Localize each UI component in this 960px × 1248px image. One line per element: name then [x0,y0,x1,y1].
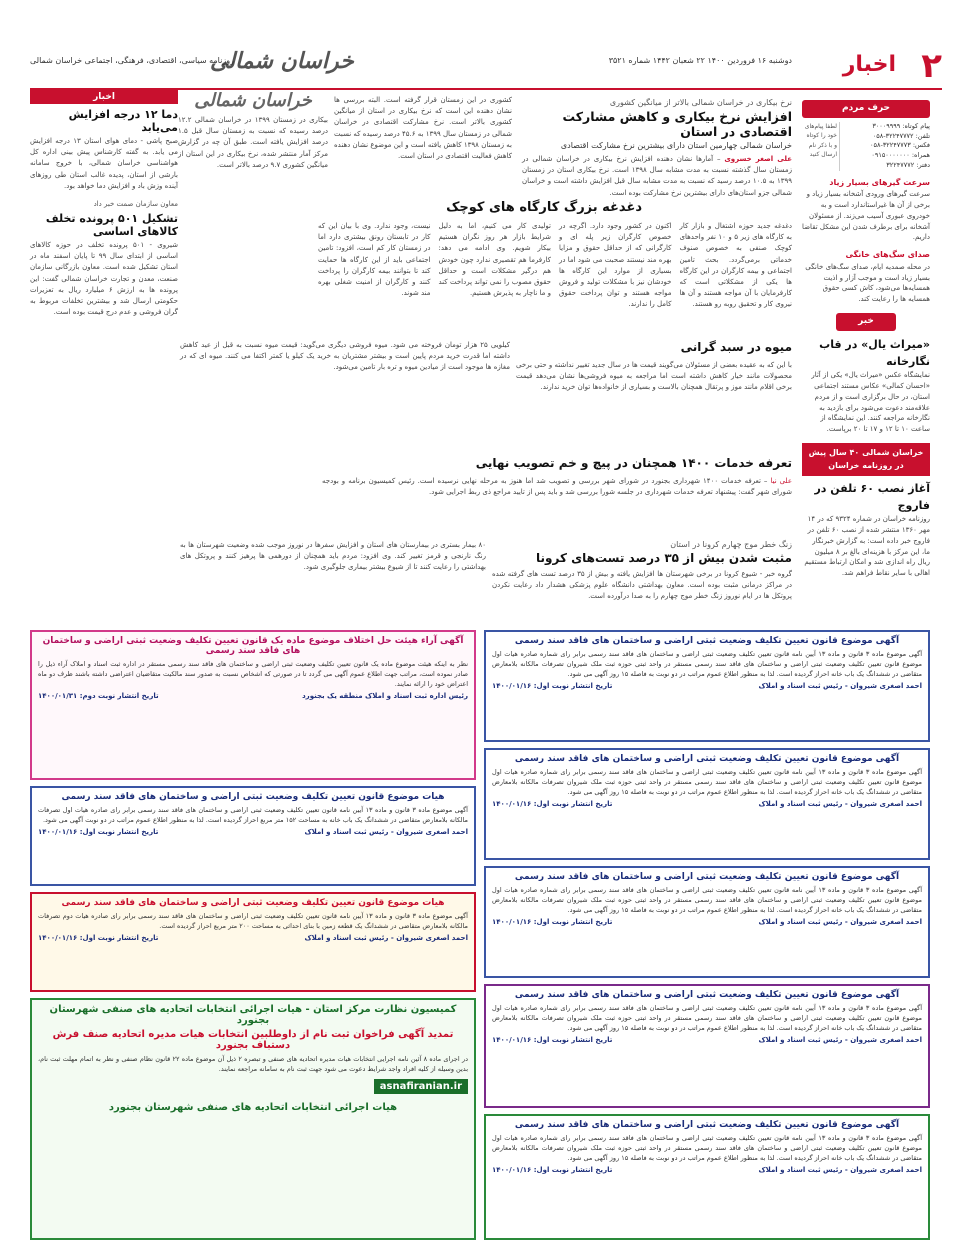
ad-signature: احمد اصغری شیروان - رئیس ثبت اسناد و املاک [758,800,922,809]
article-body: علی نیا – تعرفه خدمات ۱۴۰۰ شهرداری بجنورد در شورای شهر بررسی و تصویب شد اما هنوز به مرحله نهایی نرسیده است. رئیس کمیسیون برنامه و بودجه شورای شهر گفت: پیشنهاد تعرفه خدمات شهرداری در جلسه شورا بررسی شد و باید پس از تایید مراجع ذی ربط اجرایی شود. [322,477,792,497]
contact-line: پیام کوتاه: ۳۰۰۰۹۹۹۹ [872,121,930,130]
ad-signature: احمد اصغری شیروان - رئیس ثبت اسناد و املاک [304,828,468,837]
ad-signature: احمد اصغری شیروان - رئیس ثبت اسناد و املاک [758,1166,922,1175]
ad-date: تاریخ انتشار نوبت دوم: ۱۴۰۰/۰۱/۳۱ [38,692,159,701]
article-body: کیلویی ۲۵ هزار تومان فروخته می شود. میوه فروشی دیگری می‌گوید: قیمت میوه نسبت به قبل از عید کاهش داشته اما قدرت خرید مردم پایین است و بیشتر مشتریان به خرید یک کیلو یا کمتر اکتفا می کنند. میوه ای که در مغازه ها موجود است از میادین میوه و تره بار تامین می‌شود. [180,341,510,372]
side-note: لطفا پیام‌های خود را کوتاه و با ذکر نام ارسال کنید [802,122,840,171]
ad-title: کمیسیون نظارت مرکز استان - هیات اجرائی انتخابات اتحادیه های صنفی شهرستان بجنورد [49,1004,457,1026]
article-body: علی اصغر خسروی – آمارها نشان دهنده افزایش نرخ بیکاری در خراسان شمالی در زمستان سال گذشته نسبت به مدت مشابه سال ۱۳۹۸ است. نرخ بیکاری استان در زمستان ۱۳۹۹ به ۱۰.۵ درصد رسید که نسبت به مدت مشابه سال قبل افزایش داشته است و خراسان شمالی جزو استان‌های دارای بیشترین نرخ مشارکت بوده است. [522,155,793,197]
masthead [30,44,942,90]
ad-title: هیات موضوع قانون تعیین تکلیف وضعیت ثبتی اراضی و ساختمان های فاقد سند رسمی [61,898,445,908]
reader-item-title: سرعت گیرهای بسیار زیاد [829,177,930,187]
news-text: نمایشگاه عکس «میراث یال» یکی از آثار «احسان کمالی» عکاس مستند اجتماعی استان، در حال برگزاری است و از مردم علاقه‌مند دعوت می‌شود برای بازدید به نگارخانه مراجعه کنند. این نمایشگاه از ساعت ۱۰ تا ۱۲ و ۱۷ تا ۲۰ برپاست. [811,371,930,434]
paper-logo: خراسان شمالی [210,48,354,74]
ad-text: در اجرای ماده ۸ آئین نامه اجرایی انتخابات هیات مدیره اتحادیه های صنفی و تبصره ۲ ذیل آن موضوع ماده ۲۲ قانون نظام صنفی و نظر به اتمام مهلت ثبت نام، بدین وسیله از کلیه افراد واجد شرایط دعوت می شود جهت ثبت نام به سامانه مراجعه نمایند. [38,1055,468,1074]
ad-date: تاریخ انتشار نوبت اول: ۱۴۰۰/۰۱/۱۶ [38,828,159,837]
page-number: ۲ [921,46,942,86]
ad-date: تاریخ انتشار نوبت اول: ۱۴۰۰/۰۱/۱۶ [492,1036,613,1045]
article-headline: میوه در سبد گرانی [680,340,792,354]
legal-ad [484,866,930,978]
byline: علی نیا [770,477,792,485]
article-unemployment [522,98,792,198]
article-body: شیروی - ۵۰۱ پرونده تخلف در حوزه کالاهای اساسی از ابتدای سال ۹۹ تا پایان اسفند ماه در استان تشکیل شده است. معاون بازرگانی سازمان صنعت، معدن و تجارت خراسان شمالی گفت: این پرونده ها به ارزش ۶ میلیارد ریال به تعزیرات حکومتی ارسال شد و بیشترین تخلفات مربوط به گران فروشی و عدم درج قیمت بوده است. [30,240,178,317]
ad-date: تاریخ انتشار نوبت اول: ۱۴۰۰/۰۱/۱۶ [492,918,613,927]
legal-ad [484,630,930,742]
article-fruit-prices [516,340,792,452]
paper-tagline: روزنامه سیاسی، اقتصادی، فرهنگی، اجتماعی خراسان شمالی [30,56,234,65]
ad-text: آگهی موضوع ماده ۳ قانون و ماده ۱۳ آیین نامه قانون تعیین تکلیف وضعیت ثبتی اراضی و ساختمان های فاقد سند رسمی برابر رای صادره هیات اول تصرفات مالکانه بلامعارض متقاضی در ششدانگ یک باب خانه به مساحت ۱۵۲ متر مربع احراز گردیده است. لذا به منظور اطلاع عموم مراتب در دو نوبت آگهی می شود. [38,806,468,825]
ad-subtitle: تمدید آگهی فراخوان ثبت نام از داوطلبین انتخابات هیات مدیره اتحادیه صنف فرش دستباف بجنورد [52,1029,454,1051]
ad-footer [492,1036,922,1044]
article-kicker: نرخ بیکاری در خراسان شمالی بالاتر از میانگین کشوری [609,98,792,107]
news-title: «میراث یال» در قاب نگارخانه [819,338,930,369]
ad-footer [492,1166,922,1174]
article-body: گروه خبر - شیوع کرونا در برخی شهرستان ها افزایش یافته و بیش از ۳۵ درصد تست های گرفته شده در مراکز درمانی مثبت بوده است. معاون بهداشتی دانشگاه علوم پزشکی هشدار داد رعایت نکردن پروتکل ها در ایام نوروز زنگ خطر موج چهارم را به صدا درآورده است. [492,570,792,601]
ad-signature: احمد اصغری شیروان - رئیس ثبت اسناد و املاک [758,1036,922,1045]
article-subhead: خراسان شمالی چهارمین استان دارای بیشترین نرخ مشارکت اقتصادی [560,141,792,150]
reader-item-text: سرعت گیرهای ورودی آشخانه بسیار زیاد و برخی از آن ها غیراستاندارد است و به خودروی عبوری آسیب می‌زند. از مسئولان آشخانه برای برطرف شدن این مشکل تقاضا داریم. [801,190,930,242]
paper-logo-small: خراسان شمالی [194,90,312,111]
article-small-workshops [318,200,792,340]
archive-box-title: خراسان شمالی ۴۰ سال پیش در روزنامه خراسان [802,443,930,476]
article-body-text: تعرفه خدمات ۱۴۰۰ شهرداری بجنورد در شورای شهر بررسی و تصویب شد اما هنوز به مرحله نهایی نرسیده است. رئیس کمیسیون برنامه و بودجه شورای شهر گفت: پیشنهاد تعرفه خدمات شهرداری در جلسه شورا بررسی شد و باید پس از تایید مراجع ذی ربط اجرایی شود. [322,477,792,497]
article-covid [492,540,792,630]
legal-ad [484,984,930,1108]
contact-box [802,122,930,171]
legal-ad [30,630,476,780]
byline: علی اصغر خسروی [724,155,793,163]
ad-text: آگهی موضوع ماده ۳ قانون و ماده ۱۳ آیین نامه قانون تعیین تکلیف وضعیت ثبتی اراضی و ساختمان های فاقد سند رسمی برابر رای شماره صادره هیات اول موضوع قانون تعیین تکلیف وضعیت ثبتی اراضی و ساختمان های فاقد سند رسمی مستقر در واحد ثبتی حوزه ثبت ملک شیروان تصرفات مالکانه بلامعارض متقاضی در ششدانگ یک باب خانه احراز گردیده است. لذا به منظور اطلاع عموم مراتب در دو نوبت به فاصله ۱۵ روز آگهی می شود. [492,886,923,915]
article-column: دغدغه جدید حوزه اشتغال و بازار کار به کارگاه های زیر ۵ و ۱۰ نفر واحدهای کوچک صنفی به خصوص صنوف خدماتی برمی‌گردد. بحث تامین اجتماعی و بیمه کارگران در این کارگاه ها یکی از مشکلاتی است که کارفرمایان با آن مواجه هستند و آن ها نیروی کار و تحقیق روبه رو هستند. [679,222,792,309]
column-header: اخبار [30,90,178,104]
ad-signature: احمد اصغری شیروان - رئیس ثبت اسناد و املاک [758,918,922,927]
contact-list [843,122,930,171]
left-column-news [30,90,178,610]
ad-signature: هیات اجرائی انتخابات اتحادیه های صنفی شهرستان بجنورد [108,1102,398,1114]
ad-text: آگهی موضوع ماده ۳ قانون و ماده ۱۳ آیین نامه قانون تعیین تکلیف وضعیت ثبتی اراضی و ساختمان های فاقد سند رسمی برابر رای شماره صادره هیات اول موضوع قانون تعیین تکلیف وضعیت ثبتی اراضی و ساختمان های فاقد سند رسمی مستقر در واحد ثبتی حوزه ثبت ملک شیروان تصرفات مالکانه بلامعارض متقاضی در ششدانگ یک باب خانه احراز گردیده است. لذا به منظور اطلاع عموم مراتب در دو نوبت به فاصله ۱۵ روز آگهی می شود. [492,1134,923,1163]
legal-ad [484,748,930,860]
sidebar-header: حرف مردم [802,100,930,118]
ad-text: نظر به اینکه هیئت موضوع ماده یک قانون تعیین تکلیف وضعیت ثبتی اراضی و ساختمان های فاقد سند رسمی مستقر در اداره ثبت اسناد و املاک آراء ذیل را صادر نموده است، مراتب جهت اطلاع عموم آگهی می گردد تا در صورتی که اشخاص نسبت به صدور سند مالکیت متقاضیان اعتراضی داشته باشند ظرف دو ماه اعتراض خود را ارائه نمایند. [38,660,468,689]
classified-ads [30,630,930,1242]
article-body: بیکاری در زمستان ۱۳۹۹ در خراسان شمالی ۱۲.۲ درصد رسیده که نسبت به زمستان سال قبل ۱.۵ درصد افزایش یافته است. طبق آن چه در گزارش مرکز آمار منتشر شده، نرخ بیکاری در این استان از میانگین کشوری ۹.۷ درصد بالاتر است. [178,116,328,169]
article-body: کشوری در این زمستان قرار گرفته است. البته بررسی ها نشان دهنده این است که نرخ بیکاری در استان از میانگین کشوری بالاتر است. نرخ مشارکت اقتصادی در خراسان شمالی در زمستان سال ۱۳۹۹ به ۴۵.۶ درصد رسیده که نسبت به زمستان ۱۳۹۸ کاهش یافته است و این موضوع نشان دهنده کاهش فعالیت اقتصادی در استان است. [334,96,513,160]
article-covid-cont [180,540,486,630]
article-body: ۸۰ بیمار بستری در بیمارستان های استان و افزایش سفرها در نوروز موجب شده وضعیت شهرستان ها به رنگ نارنجی و قرمز تغییر کند. وی افزود: مردم باید همچنان از دورهمی ها پرهیز کنند و پروتکل های بهداشتی را رعایت کنند تا از شیوع بیشتر بیماری جلوگیری شود. [180,541,486,572]
section-name: اخبار [842,52,896,77]
ad-date: تاریخ انتشار نوبت اول: ۱۴۰۰/۰۱/۱۶ [38,934,159,943]
sidebar [801,100,930,578]
ad-signature: رئیس اداره ثبت اسناد و املاک منطقه یک بجنورد [302,692,468,701]
article-column: اکنون در کشور وجود دارد. اگرچه در خصوص کارگران زیر پله ای و کارگرانی که از حداقل حقوق و مزایا بهره مند نیستند صحبت می شود اما در بسیاری از موارد این کارگاه ها خودشان نیز با مشکلات تولید و فروش مواجه هستند و توان پرداخت حقوق کامل را ندارند. [559,222,672,309]
article-kicker: زنگ خطر موج چهارم کرونا در استان [670,540,792,549]
article-column: تولیدی کار می کنیم، اما به دلیل شرایط بازار هر روز نگران هستیم بیکار شویم. وی ادامه می دهد: کارفرما هم تقصیری ندارد چون خودش هم درگیر مشکلات است و حداقل حقوق مصوب را نمی تواند پرداخت کند و ما ناچار به پذیرش هستیم. [438,222,551,298]
legal-ad [30,892,476,992]
ad-title: آگهی موضوع قانون تعیین تکلیف وضعیت ثبتی اراضی و ساختمان های فاقد سند رسمی [514,990,900,1000]
ad-text: آگهی موضوع ماده ۳ قانون و ماده ۱۳ آیین نامه قانون تعیین تکلیف وضعیت ثبتی اراضی و ساختمان های فاقد سند رسمی برابر رای صادره هیات دوم تصرفات مالکانه بلامعارض متقاضی در ششدانگ یک قطعه زمین با بنای احداثی به مساحت ۲۰۰ متر مربع احراز گردیده است. [38,912,468,931]
article-tariffs [322,456,792,536]
article-headline: مثبت شدن بیش از ۳۵ درصد تست‌های کرونا [536,551,792,565]
ad-date: تاریخ انتشار نوبت اول: ۱۴۰۰/۰۱/۱۶ [492,1166,613,1175]
article-body: با این که به عقیده بعضی از مسئولان می‌گویند قیمت ها در سال جدید تغییر نداشته و حتی برخی محصولات مانند خیار کاهش داشته است اما مراجعه به میوه فروشی‌ها نشان می‌دهد قیمت برخی اقلام مانند موز و پرتقال همچنان بالاست و بسیاری از خانواده‌ها توان خرید ندارند. [516,361,792,392]
news-badge: خبر [836,313,896,331]
ad-footer [492,682,922,690]
election-ad [30,998,476,1240]
article-headline: دما ۱۲ درجه افزایش می‌یابد [68,108,178,134]
website-link[interactable]: asnafiranian.ir [374,1079,468,1094]
ad-title: آگهی موضوع قانون تعیین تکلیف وضعیت ثبتی اراضی و ساختمان های فاقد سند رسمی [514,754,900,764]
ad-date: تاریخ انتشار نوبت اول: ۱۴۰۰/۰۱/۱۶ [492,800,613,809]
ad-title: آگهی موضوع قانون تعیین تکلیف وضعیت ثبتی اراضی و ساختمان های فاقد سند رسمی [514,1120,900,1130]
article-body: صبح پاشی - دمای هوای استان ۱۳ درجه افزایش می یابد. به گفته کارشناس پیش بینی اداره کل هواشناسی خراسان شمالی، با خروج سامانه بارشی از استان، پدیده غالب استان طی روزهای آینده وزش باد و افزایش دما خواهد بود. [30,137,179,190]
contact-line: همراه: ۰۹۱۵۰۰۰۰۰۰۰ [871,151,930,160]
ad-signature: احمد اصغری شیروان - رئیس ثبت اسناد و املاک [304,934,468,943]
contact-line: فکس: ۳۲۲۴۷۷۷۳-۰۵۸ [869,141,930,150]
ad-title: آگهی موضوع قانون تعیین تکلیف وضعیت ثبتی اراضی و ساختمان های فاقد سند رسمی [514,872,900,882]
reader-item-text: در محله صمدیه ایام، صدای سگ‌های خانگی بسیار زیاد است و موجب آزار و اذیت همسایه‌ها می‌شود، کاش کسی حقوق همسایه ها را رعایت کند. [805,262,930,304]
ad-text: آگهی موضوع ماده ۳ قانون و ماده ۱۳ آیین نامه قانون تعیین تکلیف وضعیت ثبتی اراضی و ساختمان های فاقد سند رسمی برابر رای شماره صادره هیات اول موضوع قانون تعیین تکلیف وضعیت ثبتی اراضی و ساختمان های فاقد سند رسمی مستقر در واحد ثبتی حوزه ثبت ملک شیروان تصرفات مالکانه بلامعارض متقاضی در ششدانگ یک باب خانه احراز گردیده است. لذا به منظور اطلاع عموم مراتب در دو نوبت به فاصله ۱۵ روز آگهی می شود. [492,1004,923,1033]
article-headline: دغدغه بزرگ کارگاه های کوچک [446,200,642,215]
article-unemployment-cont-2 [178,90,328,200]
ad-text: آگهی موضوع ماده ۳ قانون و ماده ۱۳ آیین نامه قانون تعیین تکلیف وضعیت ثبتی اراضی و ساختمان های فاقد سند رسمی برابر رای شماره صادره هیات اول موضوع قانون تعیین تکلیف وضعیت ثبتی اراضی و ساختمان های فاقد سند رسمی مستقر در واحد ثبتی حوزه ثبت ملک شیروان تصرفات مالکانه بلامعارض متقاضی در ششدانگ یک باب خانه احراز گردیده است. لذا به منظور اطلاع عموم مراتب در دو نوبت به فاصله ۱۵ روز آگهی می شود. [492,650,923,679]
article-unemployment-cont [334,95,512,199]
article-headline: تعرفه خدمات ۱۴۰۰ همچنان در پیچ و خم تصویب نهایی [475,456,792,470]
ad-footer [492,918,922,926]
ad-signature: احمد اصغری شیروان - رئیس ثبت اسناد و املاک [758,682,922,691]
reader-item-title: صدای سگ‌های خانگی [845,250,930,260]
contact-line: دفتر: ۳۲۲۴۷۷۷۲ [886,160,930,169]
ad-date: تاریخ انتشار نوبت اول: ۱۴۰۰/۰۱/۱۶ [492,682,613,691]
article-columns [318,221,792,311]
legal-ad [484,1114,930,1240]
ad-footer [38,828,468,836]
ad-title: هیات موضوع قانون تعیین تکلیف وضعیت ثبتی اراضی و ساختمان های فاقد سند رسمی [61,792,445,802]
article-kicker: معاون سازمان صمت خبر داد [93,199,178,208]
ad-title: آگهی آراء هیئت حل اختلاف موضوع ماده یک قانون تعیین تکلیف وضعیت ثبتی اراضی و ساختمان های فاقد سند رسمی [42,636,464,656]
ad-footer [38,934,468,942]
ad-footer [38,692,468,700]
article-headline: تشکیل ۵۰۱ پرونده تخلف کالاهای اساسی [45,211,178,238]
archive-box-subtitle: آغاز نصب ۶۰ تلفن در فاروج [814,481,930,512]
article-body-text: آمارها نشان دهنده افزایش نرخ بیکاری در خراسان شمالی در زمستان سال گذشته نسبت به مدت مشابه سال ۱۳۹۸ است. نرخ بیکاری استان در زمستان ۱۳۹۹ به ۱۰.۵ درصد رسید که نسبت به مدت مشابه سال قبل افزایش داشته است و خراسان شمالی جزو استان‌های دارای بیشترین نرخ مشارکت بوده است. [522,155,792,197]
ad-footer [492,800,922,808]
article-fruit-prices-cont [180,340,510,452]
article-headline: افزایش نرخ بیکاری و کاهش مشارکت اقتصادی در استان [562,109,792,139]
ad-text: آگهی موضوع ماده ۳ قانون و ماده ۱۳ آیین نامه قانون تعیین تکلیف وضعیت ثبتی اراضی و ساختمان های فاقد سند رسمی برابر رای شماره صادره هیات اول موضوع قانون تعیین تکلیف وضعیت ثبتی اراضی و ساختمان های فاقد سند رسمی مستقر در واحد ثبتی حوزه ثبت ملک شیروان تصرفات مالکانه بلامعارض متقاضی در ششدانگ یک باب خانه احراز گردیده است. لذا به منظور اطلاع عموم مراتب در دو نوبت به فاصله ۱۵ روز آگهی می شود. [492,768,923,797]
contact-line: تلفن: ۳۲۲۴۷۷۷۲-۰۵۸ [872,131,930,140]
issue-line: دوشنبه ۱۶ فروردین ۱۴۰۰ ۲۲ شعبان ۱۴۴۲ شماره ۳۵۲۱ [608,56,792,65]
ad-title: آگهی موضوع قانون تعیین تکلیف وضعیت ثبتی اراضی و ساختمان های فاقد سند رسمی [514,636,900,646]
archive-box-text: روزنامه خراسان در شماره ۹۳۲۴ که در ۱۴ مهر ۱۳۶۰ منتشر شده از نصب ۶۰ تلفن در فاروج خبر داده است: به گزارش خبرنگار ما، این مرکز با هزینه‌ای بالغ بر ۸ میلیون ریال راه اندازی شد و امکان ارتباط مستقیم اهالی با سایر نقاط فراهم شد. [804,515,930,578]
article-column: نیست، وجود ندارد. وی با بیان این که کار در تابستان رونق بیشتری دارد اما در زمستان کار کم است، افزود: تامین اجتماعی باید از این کارگاه ها حمایت کند تا بتوانند بیمه کارگران را پرداخت کنند و کارگران از امنیت شغلی بهره مند شوند. [318,222,431,298]
legal-ad [30,786,476,886]
